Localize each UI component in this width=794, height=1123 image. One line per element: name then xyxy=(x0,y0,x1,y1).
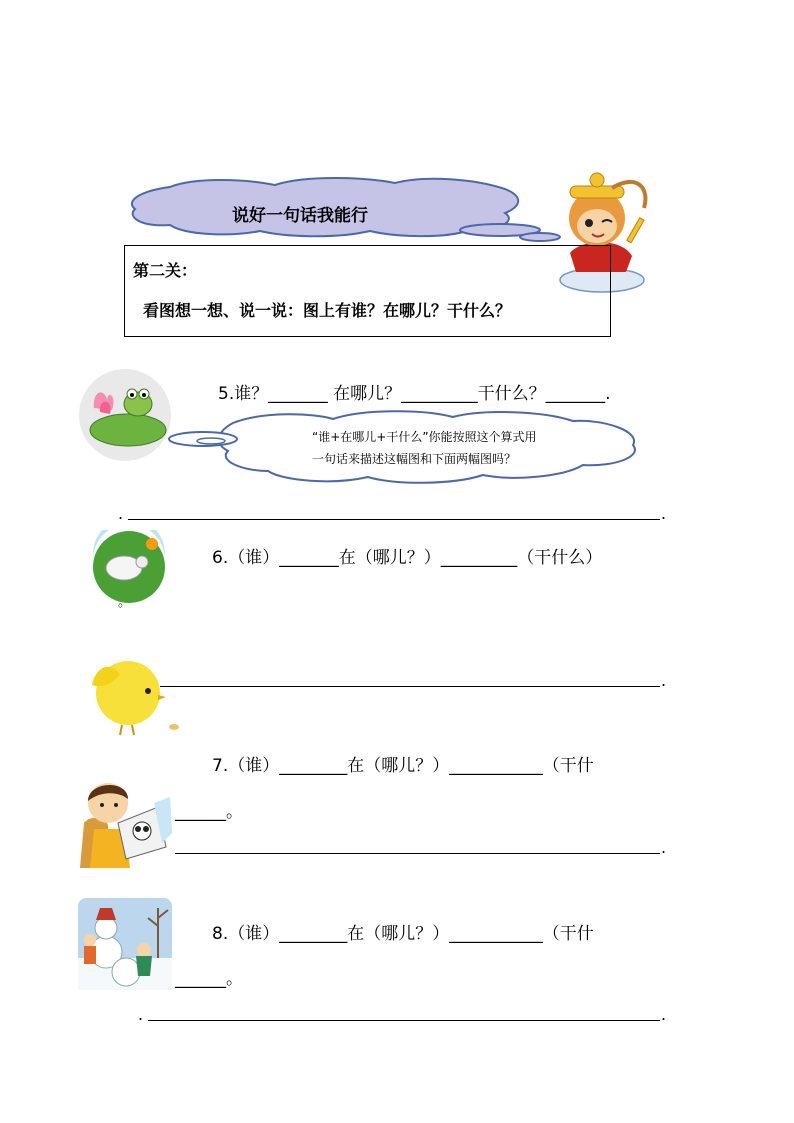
q7-tail: ______。 xyxy=(175,802,243,822)
children-snowman-image xyxy=(78,898,172,990)
q8-answer-dot-end: . xyxy=(661,1005,667,1024)
q5-answer-dot-start: . xyxy=(118,504,124,523)
frog-on-lotus-image xyxy=(78,368,172,462)
q7-answer-line[interactable] xyxy=(175,853,660,854)
hint-cloud xyxy=(163,405,647,490)
hint-line-2: 一句话来描述这幅图和下面两幅图吗？ xyxy=(312,452,517,466)
q6-answer-line[interactable] xyxy=(160,686,660,687)
q8-answer-dot-start: . xyxy=(138,1005,144,1024)
level-box xyxy=(124,245,611,337)
hint-line-1: “谁+在哪儿+干什么”你能按照这个算式用 xyxy=(312,430,537,444)
question-6: 6.（谁）_______在（哪儿？）_________（干什么） xyxy=(212,548,603,568)
q6-answer-dot-end: . xyxy=(661,671,667,690)
level-label: 第二关： xyxy=(133,261,198,280)
cloud-title: 说好一句话我能行 xyxy=(232,206,368,226)
boy-reading-image xyxy=(74,773,176,868)
q8-tail: ______。 xyxy=(175,969,243,989)
q7-answer-dot-end: . xyxy=(661,838,667,857)
q5-answer-line[interactable] xyxy=(128,519,660,520)
question-8: 8.（谁）________在（哪儿？）___________（干什 xyxy=(212,924,594,944)
yellow-chick-image xyxy=(86,655,182,737)
question-5: 5.谁？_______ 在哪儿？_________干什么？_______. xyxy=(218,384,611,404)
instruction-text: 看图想一想、说一说：图上有谁？在哪儿？干什么？ xyxy=(143,301,512,320)
question-7: 7.（谁）________在（哪儿？）___________（干什 xyxy=(212,756,594,776)
q8-answer-line[interactable] xyxy=(148,1020,660,1021)
q5-answer-dot-end: . xyxy=(661,504,667,523)
q6-tail: 。 xyxy=(118,595,132,610)
